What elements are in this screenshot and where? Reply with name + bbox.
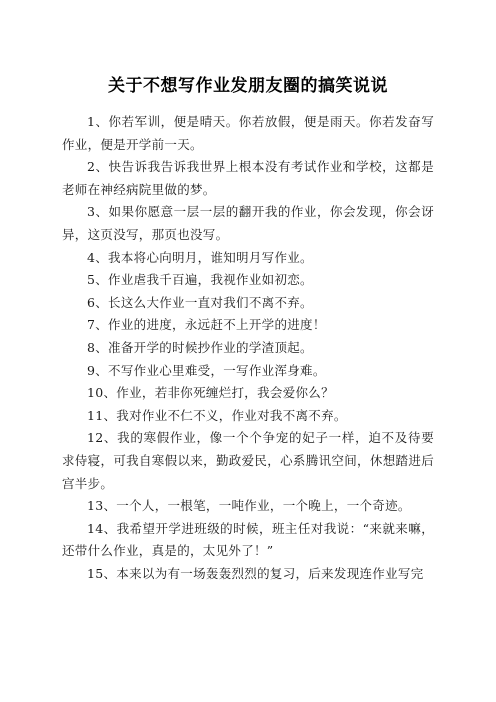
paragraph-12: 12、我的寒假作业，像一个个争宠的妃子一样，迫不及待要求侍寝，可我自寒假以来，勤政爱民，心系腾讯空间，休想踏进后宫半步。 — [62, 430, 434, 491]
paragraph-10: 10、作业，若非你死缠烂打，我会爱你么？ — [87, 385, 334, 401]
document-title: 关于不想写作业发朋友圈的搞笑说说 — [108, 76, 388, 96]
document-body — [62, 111, 434, 585]
paragraph-13: 13、一个人，一根笔，一吨作业，一个晚上，一个奇迹。 — [87, 498, 411, 514]
paragraph-6: 6、长这么大作业一直对我们不离不弃。 — [87, 294, 313, 310]
paragraph-8: 8、准备开学的时候抄作业的学渣顶起。 — [87, 339, 313, 355]
paragraph-5: 5、作业虐我千百遍，我视作业如初恋。 — [87, 272, 313, 288]
paragraph-15: 15、本来以为有一场轰轰烈烈的复习，后来发现连作业写完 — [87, 565, 424, 581]
paragraph-4: 4、我本将心向明月，谁知明月写作业。 — [87, 249, 313, 265]
paragraph-1: 1、你若军训，便是晴天。你若放假，便是雨天。你若发奋写作业，便是开学前一天。 — [62, 114, 434, 152]
paragraph-11: 11、我对作业不仁不义，作业对我不离不弃。 — [87, 407, 347, 423]
paragraph-7: 7、作业的进度，永远赶不上开学的进度！ — [87, 317, 326, 333]
paragraph-14: 14、我希望开学进班级的时候，班主任对我说：“来就来嘛，还带什么作业，真是的，太见外了！” — [62, 520, 434, 559]
paragraph-9: 9、不写作业心里难受，一写作业浑身难。 — [87, 362, 326, 378]
paragraph-3: 3、如果你愿意一层一层的翻开我的作业，你会发现，你会讶异，这页没写，那页也没写。 — [62, 204, 434, 242]
paragraph-2: 2、快告诉我告诉我世界上根本没有考试作业和学校，这都是老师在神经病院里做的梦。 — [62, 159, 434, 197]
